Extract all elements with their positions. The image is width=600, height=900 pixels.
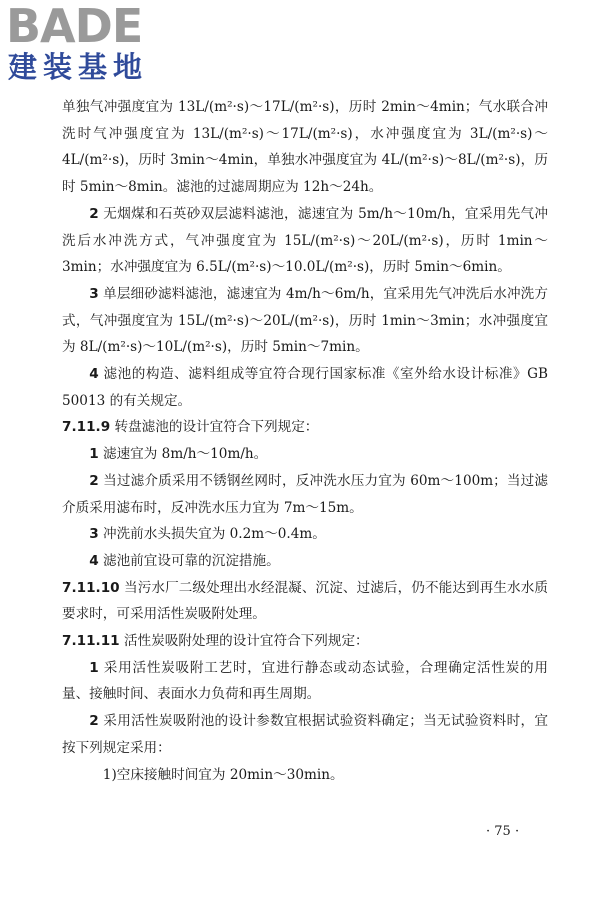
paragraph-text: 无烟煤和石英砂双层滤料滤池，滤速宜为 5m/h～10m/h，宜采用先气冲洗后水冲洗方式，气冲强度宜为 15L/(m²·s)～20L/(m²·s)，历时 1min～3min；水冲强度宜为 6.5L/(m²·s)～10.0L/(m²·s)，历时 5min～6min。 [62,205,549,276]
paragraph-text: 单独气冲强度宜为 13L/(m²·s)～17L/(m²·s)，历时 2min～4min；气水联合冲洗时气冲强度宜为 13L/(m²·s)～17L/(m²·s)，水冲强度宜为 3L/(m²·s)～4L/(m²·s)，历时 3min～4min，单独水冲强度宜为 4L/(m²·s)～8L/(m²·s)，历时 5min～8min。滤池的过滤周期应为 12h～24h。 [62,99,548,196]
clause-7-11-9 [62,414,548,441]
paragraph-2 [62,281,548,361]
paragraph-text: 滤速宜为 8m/h～10m/h。 [102,446,268,463]
bade-logo [6,2,176,88]
item-number: 2 [89,713,99,730]
paragraph-8 [62,548,548,575]
page-number: · 75 · [486,824,520,839]
paragraph-text: 滤池的构造、滤料组成等宜符合现行国家标准《室外给水设计标准》GB 50013 的有关规定。 [62,366,548,409]
item-number: 3 [89,526,99,543]
paragraph-text: 单层细砂滤料滤池，滤速宜为 4m/h～6m/h，宜采用先气冲洗后水冲洗方式，气冲强度宜为 15L/(m²·s)～20L/(m²·s)，历时 1min～3min；水冲强度宜为 8L/(m²·s)～10L/(m²·s)，历时 5min～7min。 [62,285,548,356]
document-body [62,94,548,788]
item-number: 1 [89,446,99,463]
logo-subtitle: 建装基地 [8,50,149,84]
sub-item-1 [62,762,548,789]
paragraph-7 [62,521,548,548]
clause-7-11-11 [62,628,548,655]
sub-item-number: 1) [102,766,117,783]
logo-brand: BADE [6,0,143,53]
paragraph-text: 转盘滤池的设计宜符合下列规定： [114,419,319,436]
paragraph-1 [62,201,548,281]
paragraph-3 [62,361,548,414]
paragraph-text: 滤池前宜设可靠的沉淀措施。 [102,552,280,569]
paragraph-text: 活性炭吸附处理的设计宜符合下列规定： [123,633,369,650]
item-number: 4 [89,366,99,383]
paragraph-text: 当过滤介质采用不锈钢丝网时，反冲洗水压力宜为 60m～100m；当过滤介质采用滤布时，反冲洗水压力宜为 7m～15m。 [62,472,548,516]
paragraph-text: 采用活性炭吸附工艺时，宜进行静态或动态试验，合理确定活性炭的用量、接触时间、表面水力负荷和再生周期。 [62,659,549,703]
paragraph-12 [62,708,548,761]
item-number: 2 [89,472,99,489]
item-number: 4 [89,552,99,569]
clause-number: 7.11.10 [62,579,120,596]
clause-number: 7.11.11 [62,633,120,650]
item-number: 3 [89,285,99,302]
clause-number: 7.11.9 [62,419,111,436]
paragraph-0 [62,94,548,201]
paragraph-text: 当污水厂二级处理出水经混凝、沉淀、过滤后，仍不能达到再生水水质要求时，可采用活性炭吸附处理。 [62,579,548,623]
paragraph-text: 冲洗前水头损失宜为 0.2m～0.4m。 [102,526,326,543]
paragraph-text: 采用活性炭吸附池的设计参数宜根据试验资料确定；当无试验资料时，宜按下列规定采用： [62,713,548,756]
item-number: 1 [89,659,99,676]
item-number: 2 [89,205,99,222]
paragraph-11 [62,655,548,708]
clause-7-11-10 [62,575,548,628]
paragraph-text: 空床接触时间宜为 20min～30min。 [116,766,344,783]
paragraph-6 [62,468,548,521]
paragraph-5 [62,441,548,468]
